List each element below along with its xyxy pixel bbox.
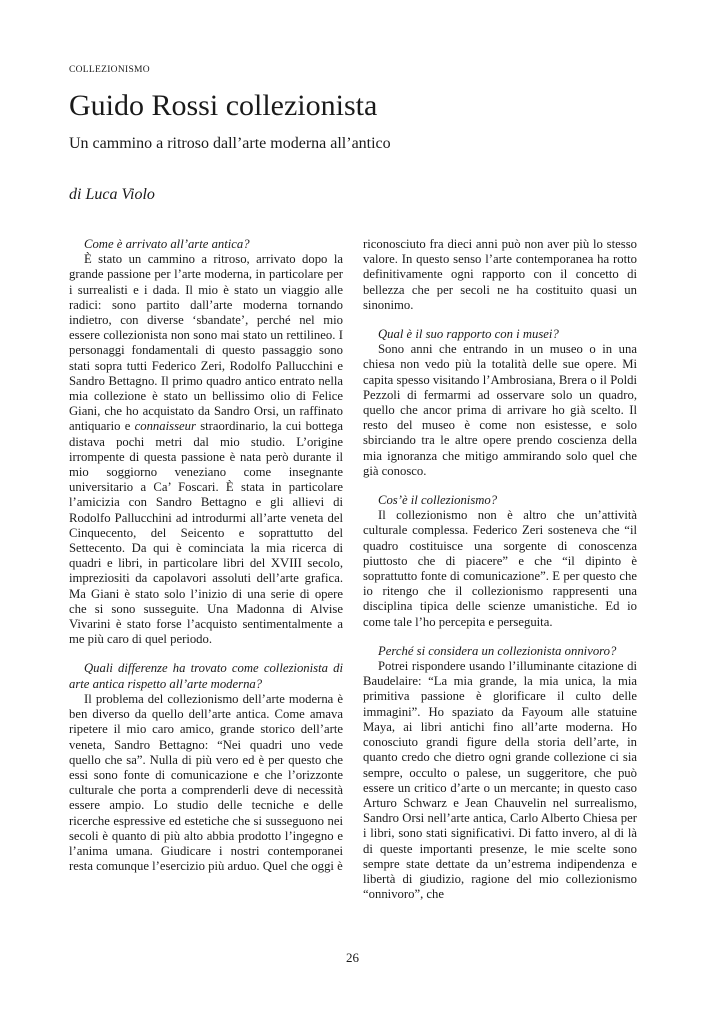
question-1: Come è arrivato all’arte antica? [84, 237, 250, 251]
answer-2: Il problema del collezionismo dell’arte moderna è ben diverso da quello dell’arte antica. Come amava ripetere il mio caro amico, grande storico dell’arte veneta, Sandro Bettagno: “Nei quadri uno vede quello che sa”. Nulla di più vero ed è per questo che essi sono fonte di comunicazione e che l’orizzonte culturale che porta a comprenderli deve di necessità essere ampio. Lo studio delle tecniche e delle ricerche espressive ed estetiche che si susseguono nei secoli è quanto di più alto abbia prodotto l’ingegno e l’anima umana. Giudicare i nostri contemporanei resta comunque l’esercizio più arduo. Quel che oggi è [69, 691, 343, 874]
answer-4: Il collezionismo non è altro che un’attività culturale complessa. Federico Zeri sosteneva che “il quadro costituisce una sorgente di conoscenza piuttosto che di piacere” e che “il dipinto è soprattutto fonte di comunicazione”. E per questo che io ritengo che il collezionismo rappresenti una disciplina tipica delle scienze umanistiche. Ed io come tale l’ho percepita e perseguita. [363, 508, 637, 629]
author-byline: di Luca Violo [69, 186, 155, 203]
question-3: Qual è il suo rapporto con i musei? [378, 327, 559, 342]
page-number: 26 [346, 950, 359, 965]
article-subtitle: Un cammino a ritroso dall’arte moderna all’antico [69, 135, 391, 152]
article-title: Guido Rossi collezionista [69, 89, 378, 122]
answer-5: Potrei rispondere usando l’illuminante citazione di Baudelaire: “La mia grande, la mia unica, la mia primitiva passione è glorificare il culto delle immagini”. Ho spaziato da Fayoum alle statuine Maya, ai libri antichi fino all’arte moderna. Ho conosciuto grandi figure della storia dell’arte, in quanto credo che dietro ogni grande collezione ci sia sempre, occulto o palese, un suggeritore, che può essere un critico d’arte o un mercante; in questo caso Arturo Schwarz e Jean Chauvelin nel surrealismo, Sandro Orsi nell’arte antica, Carlo Alberto Chiesa per i libri, sono stati significativi. Di fatto invero, al di là di queste importanti presenze, le mie scelte sono sempre state dettate da un’estrema indipendenza e libertà di giudizio, ragione del mio collezionismo “onnivoro”, che [363, 659, 637, 902]
answer-2-continued: riconosciuto fra dieci anni può non aver più lo stesso valore. In questo senso l’arte contemporanea ha rotto definitivamente ogni rapporto con il concetto di bellezza che per secoli ne ha costituito quasi un sinonimo. [363, 237, 637, 312]
question-2: Quali differenze ha trovato come collezionista di arte antica rispetto all’arte moderna? [69, 661, 343, 691]
right-column [363, 237, 637, 902]
section-label: COLLEZIONISMO [69, 65, 150, 75]
answer-1-part-1: È stato un cammino a ritroso, arrivato dopo la grande passione per l’arte moderna, in particolare per i surrealisti e i dada. Il mio è stato un viaggio alle radici: sono partito dall’arte moderna tornando indietro, con diverse ‘sbandate’, perché nel mio essere collezionista non sono mai stato un rettilineo. I personaggi fondamentali di questo passaggio sono stati sopra tutti Federico Zeri, Rodolfo Pallucchini e Sandro Bettagno. Il primo quadro antico entrato nella mia collezione è stato un bellissimo olio di Felice Giani, che ho acquistato da Sandro Orsi, un raffinato antiquario e [69, 252, 343, 434]
answer-1-italic-term: connaisseur [134, 419, 196, 434]
question-5: Perché si considera un collezionista onnivoro? [378, 643, 617, 658]
answer-3: Sono anni che entrando in un museo o in una chiesa non vedo più la totalità delle sue opere. Mi capita spesso visitando l’Ambrosiana, Brera o il Poldi Pezzoli di fermarmi ad osservare solo un quadro, quello che ancor prima di arrivare ho già scelto. Il resto del museo è come non esistesse, e solo sbirciando tra le altre opere prendo coscienza della mia ignoranza che mitigo ammirando solo quel che già conosco. [363, 342, 637, 478]
left-column [69, 237, 343, 874]
answer-1-part-2: straordinario, la cui bottega distava pochi metri dal mio studio. L’origine irrompente di questa passione è nata però durante il mio soggiorno veneziano come insegnante universitario a Ca’ Foscari. È stata in particolare l’amicizia con Sandro Bettagno e gli allievi di Rodolfo Pallucchini ad introdurmi all’arte veneta del Cinquecento, del Seicento e soprattutto del Settecento. Da qui è cominciata la mia ricerca di quadri e libri, in particolare libri del XVIII secolo, impreziositi da capolavori assoluti dell’arte grafica. Ma Giani è stato solo l’inizio di una serie di opere che si sono susseguite. Una Madonna di Alvise Vivarini è stato forse l’acquisto sentimentalmente a me più caro di quel periodo. [69, 419, 343, 647]
answer-1 [69, 252, 343, 647]
question-4: Cos’è il collezionismo? [378, 493, 498, 508]
